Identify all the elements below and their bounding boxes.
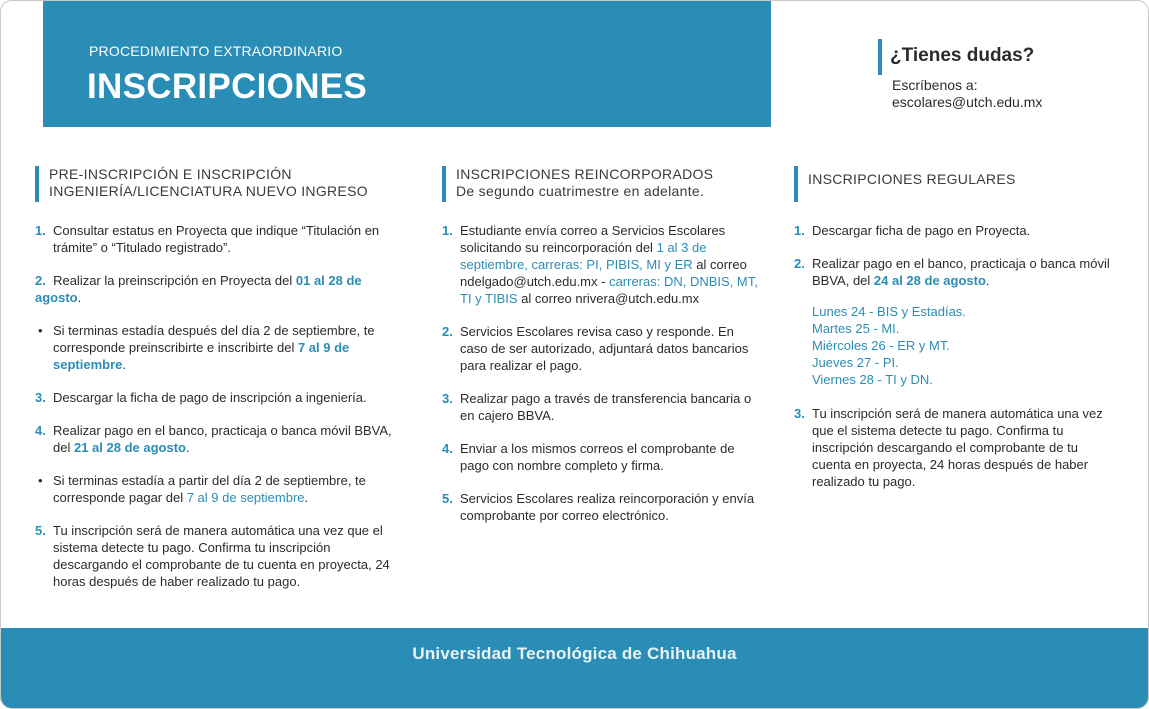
step-text: Servicios Escolares revisa caso y responde. En caso de ser autorizado, adjuntará datos bancarios para realizar el pago. [460,324,749,373]
step-number: 1. [35,223,46,238]
step-text: Enviar a los mismos correos el comprobante de pago con nombre completo y firma. [460,441,735,473]
steps-list [442,222,762,524]
step-number: 1. [794,223,805,238]
note-text-end: . [122,357,126,372]
step-number: 3. [442,391,453,406]
step-4 [442,440,762,474]
contact-label: Escríbenos a: [892,77,978,93]
heading-line-1: PRE-INSCRIPCIÓN E INSCRIPCIÓN [49,166,292,182]
payment-days-list [812,303,1116,388]
step-text: al correo nrivera@utch.edu.mx [517,291,700,306]
note-text-end: . [304,490,309,505]
step-2 [35,272,407,306]
step-1 [794,222,1116,239]
note-bullet-1 [35,322,407,373]
step-2 [442,323,762,374]
contact-question: ¿Tienes dudas? [890,45,1035,66]
note-text: Si terminas estadía después del día 2 de septiembre, te corresponde preinscribirte e inscribirte del [53,323,375,355]
date-highlight: 21 al 28 de agosto [73,440,186,455]
accent-bar [794,166,798,202]
heading-line-2: INGENIERÍA/LICENCIATURA NUEVO INGRESO [49,183,368,199]
page-title: INSCRIPCIONES [87,67,368,106]
step-number: 5. [35,523,46,538]
accent-bar [442,166,446,202]
heading-line-1: INSCRIPCIONES REINCORPORADOS [456,166,714,182]
column-heading [442,166,762,202]
column-regular [794,166,1116,506]
header-kicker: PROCEDIMIENTO EXTRAORDINARIO [89,43,343,59]
day-item: Jueves 27 - PI. [812,355,899,370]
heading-line-1: INSCRIPCIONES REGULARES [808,171,1016,187]
step-text: Realizar pago en el banco, practicaja o banca móvil BBVA, del [812,256,1110,288]
step-5 [35,522,407,590]
step-4 [35,422,407,456]
step-text: al correo ndelgado@utch.edu.mx - [460,257,747,289]
column-heading [794,166,1116,202]
step-text: Realizar pago en el banco, practicaja o banca móvil BBVA, del [53,423,392,455]
step-1 [35,222,407,256]
bullet-icon: • [38,323,43,338]
step-text-end: . [985,273,990,288]
accent-bar [35,166,39,202]
step-text: Descargar la ficha de pago de inscripción a ingeniería. [53,390,367,405]
step-number: 2. [35,273,46,288]
day-item: Miércoles 26 - ER y MT. [812,338,950,353]
steps-list [794,222,1116,490]
step-3 [794,405,1116,490]
step-text-end: . [185,440,190,455]
date-highlight: 1 al 3 de septiembre, carreras: PI, PIBIS, MI y ER [460,240,707,272]
contact-box [878,39,1098,110]
column-heading [35,166,407,202]
day-item: Martes 25 - MI. [812,321,900,336]
contact-email: escolares@utch.edu.mx [892,94,1043,110]
step-number: 4. [442,441,453,456]
steps-list [35,222,407,590]
step-text: Servicios Escolares realiza reincorporación y envía comprobante por correo electrónico. [460,491,755,523]
step-2 [794,255,1116,289]
header-banner [43,1,771,127]
step-number: 2. [794,256,805,271]
footer-banner [1,628,1148,708]
date-highlight: 01 al 28 de agosto [35,273,362,305]
step-number: 4. [35,423,46,438]
step-number: 3. [794,406,805,421]
date-highlight: 7 al 9 de septiembre [186,490,305,505]
step-text: Realizar pago a través de transferencia bancaria o en cajero BBVA. [460,391,752,423]
date-highlight: 24 al 28 de agosto [873,273,986,288]
step-1 [442,222,762,307]
step-text: Tu inscripción será de manera automática una vez que el sistema detecte tu pago. Confirma tu inscripción descargando el comprobante de tu cuenta en proyecta, 24 horas después de haber realizado tu pago. [53,523,390,589]
step-text-end: . [77,290,82,305]
bullet-icon: • [38,473,43,488]
step-number: 2. [442,324,453,339]
step-text: Consultar estatus en Proyecta que indique “Titulación en trámite” o “Titulado registrado”. [53,223,380,255]
step-3 [442,390,762,424]
column-reincorporated [442,166,762,540]
heading-line-2: De segundo cuatrimestre en adelante. [456,183,705,199]
date-highlight: 7 al 9 de septiembre [53,340,350,372]
careers-highlight: carreras: DN, DNBIS, MT, TI y TIBIS [460,274,758,306]
day-item: Viernes 28 - TI y DN. [812,372,933,387]
step-text: Realizar la preinscripción en Proyecta del [53,273,296,288]
note-bullet-2 [35,472,407,506]
university-name: Universidad Tecnológica de Chihuahua [412,644,737,663]
step-number: 5. [442,491,453,506]
step-text: Estudiante envía correo a Servicios Escolares solicitando su reincorporación del [460,223,726,255]
step-number: 1. [442,223,453,238]
column-new-enrollment [35,166,407,606]
step-3 [35,389,407,406]
note-text: Si terminas estadía a partir del día 2 de septiembre, te corresponde pagar del [53,473,366,505]
step-number: 3. [35,390,46,405]
step-text: Descargar ficha de pago en Proyecta. [812,223,1031,238]
day-item: Lunes 24 - BIS y Estadías. [812,304,966,319]
step-5 [442,490,762,524]
accent-bar [878,39,882,75]
step-text: Tu inscripción será de manera automática una vez que el sistema detecte tu pago. Confirma tu inscripción descargando el comprobante de tu cuenta en proyecta, 24 horas después de haber realizado tu pago. [812,406,1103,489]
